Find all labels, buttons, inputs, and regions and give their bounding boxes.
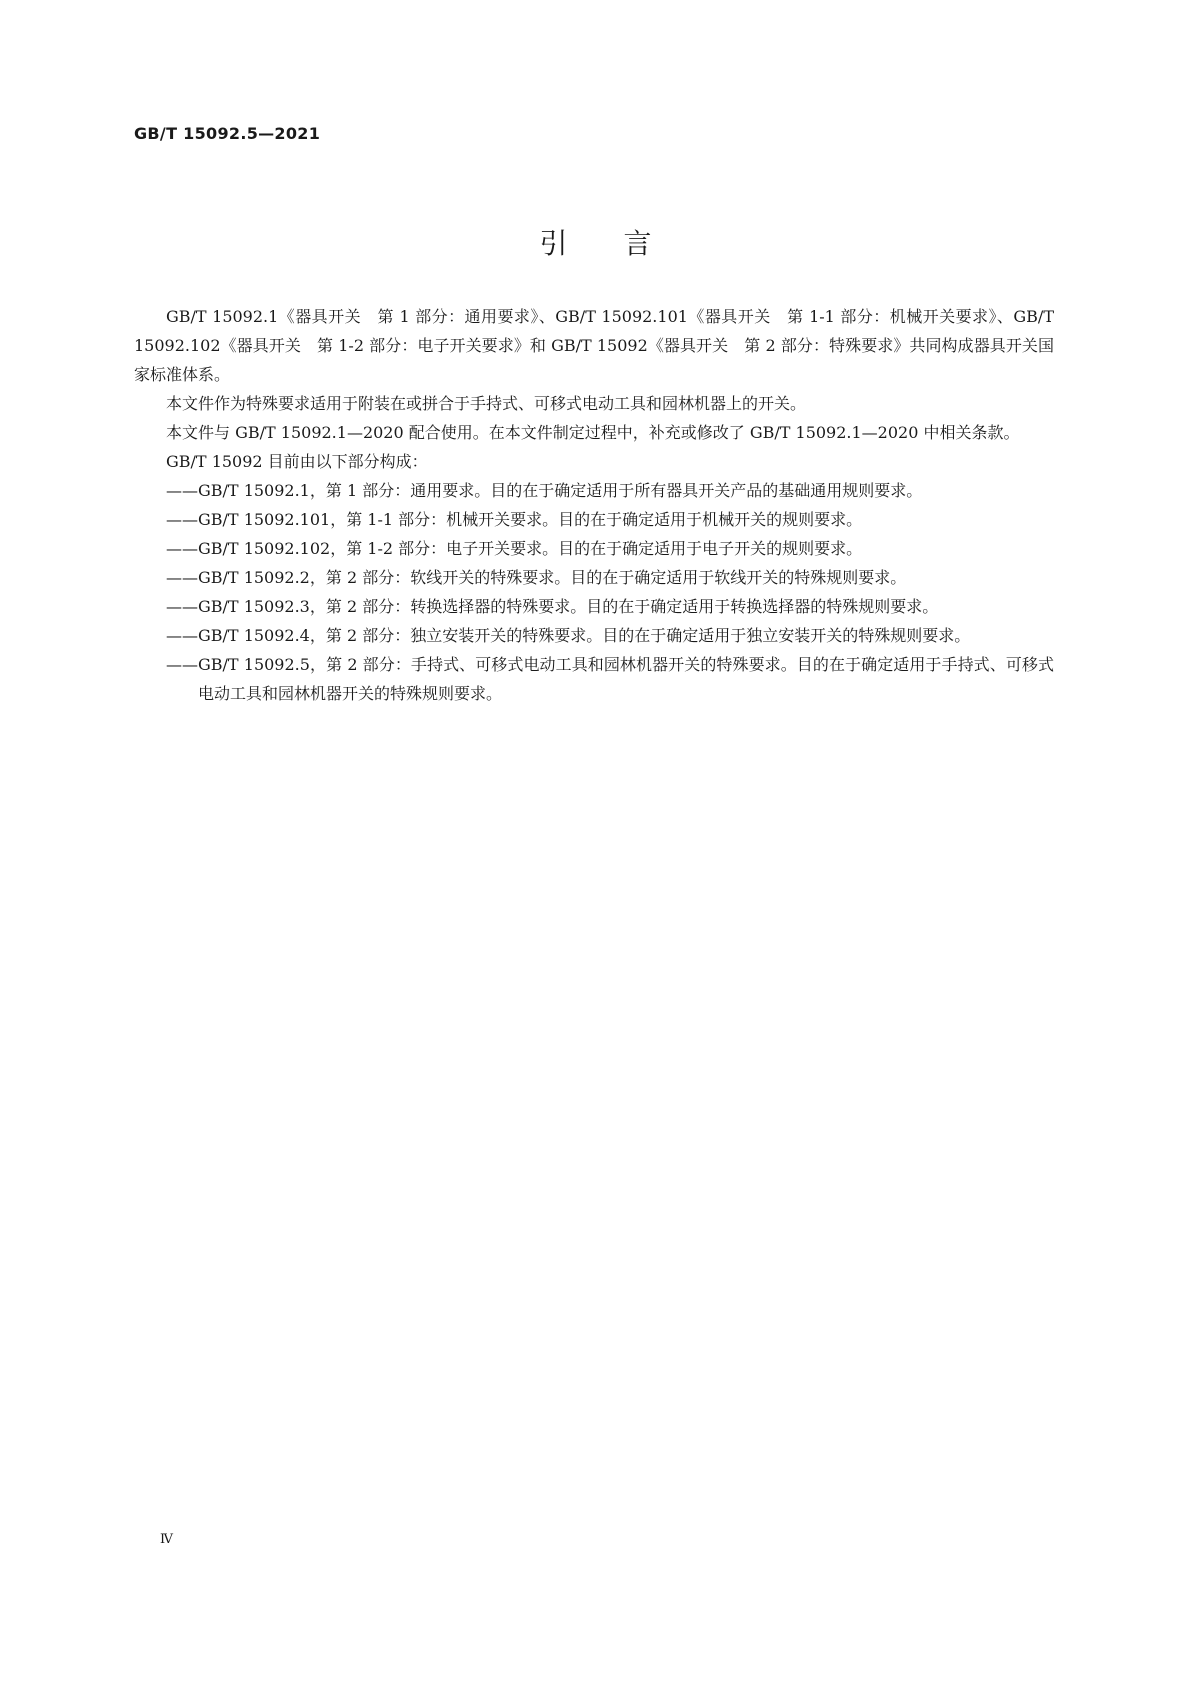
title-char-2: 言: [623, 227, 652, 260]
list-item: [134, 650, 1054, 708]
page-number: Ⅳ: [160, 1532, 173, 1547]
list-dash: ——: [166, 510, 198, 529]
list-item: [134, 476, 1054, 505]
list-item: [134, 563, 1054, 592]
list-item: [134, 621, 1054, 650]
paragraph-parts-intro: GB/T 15092 目前由以下部分构成：: [166, 452, 428, 471]
list-dash: ——: [166, 655, 198, 674]
list-item-text: GB/T 15092.2，第 2 部分：软线开关的特殊要求。目的在于确定适用于软线开关的特殊规则要求。: [198, 568, 907, 587]
standard-code: GB/T 15092.5—2021: [134, 124, 321, 143]
list-item-text: GB/T 15092.101，第 1-1 部分：机械开关要求。目的在于确定适用于机械开关的规则要求。: [198, 510, 863, 529]
list-item: [134, 534, 1054, 563]
list-dash: ——: [166, 597, 198, 616]
list-item: [134, 592, 1054, 621]
paragraph-series-overview: GB/T 15092.1《器具开关 第 1 部分：通用要求》、GB/T 15092.101《器具开关 第 1-1 部分：机械开关要求》、GB/T 15092.102《器具开关 第 1-2 部分：电子开关要求》和 GB/T 15092《器具开关 第 2 部分：特殊要求》共同构成器具开关国家标准体系。: [134, 307, 1054, 384]
list-dash: ——: [166, 626, 198, 645]
list-item-text: GB/T 15092.5，第 2 部分：手持式、可移式电动工具和园林机器开关的特殊要求。目的在于确定适用于手持式、可移式电动工具和园林机器开关的特殊规则要求。: [198, 655, 1054, 703]
list-dash: ——: [166, 539, 198, 558]
introduction-body: [134, 302, 1054, 708]
list-item: [134, 505, 1054, 534]
list-item-text: GB/T 15092.102，第 1-2 部分：电子开关要求。目的在于确定适用于电子开关的规则要求。: [198, 539, 863, 558]
list-item-text: GB/T 15092.4，第 2 部分：独立安装开关的特殊要求。目的在于确定适用于独立安装开关的特殊规则要求。: [198, 626, 971, 645]
paragraph-usage: 本文件与 GB/T 15092.1—2020 配合使用。在本文件制定过程中，补充或修改了 GB/T 15092.1—2020 中相关条款。: [166, 423, 1020, 442]
list-item-text: GB/T 15092.3，第 2 部分：转换选择器的特殊要求。目的在于确定适用于转换选择器的特殊规则要求。: [198, 597, 939, 616]
paragraph-scope: 本文件作为特殊要求适用于附装在或拼合于手持式、可移式电动工具和园林机器上的开关。: [166, 394, 807, 413]
list-item-text: GB/T 15092.1，第 1 部分：通用要求。目的在于确定适用于所有器具开关产品的基础通用规则要求。: [198, 481, 923, 500]
page-title: [0, 222, 1191, 262]
list-dash: ——: [166, 568, 198, 587]
list-dash: ——: [166, 481, 198, 500]
title-char-1: 引: [539, 227, 568, 260]
